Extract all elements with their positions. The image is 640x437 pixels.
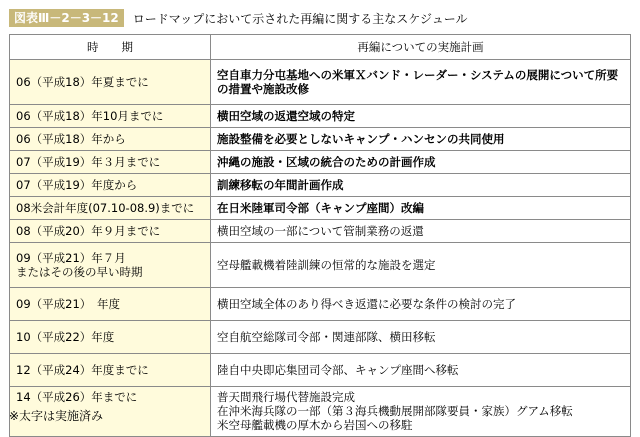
plan-cell: [211, 243, 631, 288]
period-cell: [10, 174, 211, 197]
table-row: [10, 354, 631, 387]
period-cell: [10, 321, 211, 354]
period-cell: [10, 243, 211, 288]
period-cell: [10, 354, 211, 387]
figure-title: ロードマップにおいて示された再編に関する主なスケジュール: [132, 11, 468, 26]
period-cell: [10, 60, 211, 105]
period-text: 07（平成19）年度から: [16, 178, 138, 192]
period-cell: [10, 288, 211, 321]
plan-text: 横田空域全体のあり得べき返還に必要な条件の検討の完了: [217, 297, 516, 311]
period-text: またはその後の早い時期: [16, 265, 143, 279]
plan-cell: [211, 128, 631, 151]
plan-cell: [211, 321, 631, 354]
plan-cell: [211, 288, 631, 321]
column-header-period: 時 期: [10, 35, 211, 60]
plan-cell: [211, 220, 631, 243]
period-text: 09（平成21）年７月: [16, 251, 126, 265]
period-cell: [10, 151, 211, 174]
table-row: [10, 288, 631, 321]
table-row: [10, 220, 631, 243]
plan-text: 沖縄の施設・区域の統合のための計画作成: [217, 155, 436, 169]
plan-text: 普天間飛行場代替施設完成: [217, 390, 355, 404]
table-row: [10, 151, 631, 174]
plan-cell: [211, 60, 631, 105]
plan-text: 施設整備を必要としないキャンプ・ハンセンの共同使用: [217, 132, 505, 146]
plan-cell: [211, 151, 631, 174]
plan-cell: [211, 354, 631, 387]
table-row: [10, 197, 631, 220]
period-text: 14（平成26）年までに: [16, 390, 138, 404]
plan-text: 横田空域の返還空域の特定: [217, 109, 355, 123]
period-cell: [10, 197, 211, 220]
plan-cell: [211, 105, 631, 128]
figure-header: [9, 8, 468, 28]
period-cell: [10, 220, 211, 243]
plan-text: 空母艦載機着陸訓練の恒常的な施設を選定: [217, 258, 436, 272]
period-text: 09（平成21） 年度: [16, 297, 121, 311]
period-text: 06（平成18）年夏までに: [16, 75, 149, 89]
plan-text: 訓練移転の年間計画作成: [217, 178, 344, 192]
plan-cell: [211, 174, 631, 197]
period-text: 08米会計年度(07.10-08.9)までに: [16, 201, 195, 215]
table-row: [10, 321, 631, 354]
period-text: 10（平成22）年度: [16, 330, 115, 344]
plan-text: 横田空域の一部について管制業務の返還: [217, 224, 424, 238]
period-text: 08（平成20）年９月までに: [16, 224, 161, 238]
period-cell: [10, 128, 211, 151]
plan-text: 在日米陸軍司令部（キャンプ座間）改編: [217, 201, 424, 215]
table-row: [10, 174, 631, 197]
figure-label: 図表Ⅲ－2－3－12: [9, 9, 124, 27]
table-row: [10, 60, 631, 105]
footnote: ※太字は実施済み: [9, 409, 104, 423]
column-header-plan: 再編についての実施計画: [211, 35, 631, 60]
table-row: [10, 128, 631, 151]
plan-text: 米空母艦載機の厚木から岩国への移駐: [217, 418, 413, 432]
plan-text: 陸自中央即応集団司令部、キャンプ座間へ移転: [217, 363, 459, 377]
table-row: [10, 243, 631, 288]
table-row: [10, 105, 631, 128]
plan-text: 空自車力分屯基地への米軍Ｘバンド・レーダー・システムの展開について所要の措置や施設改修: [217, 68, 619, 96]
period-text: 06（平成18）年から: [16, 132, 126, 146]
plan-text: 在沖米海兵隊の一部（第３海兵機動展開部隊要員・家族）グアム移転: [217, 404, 573, 418]
schedule-table: [9, 34, 631, 437]
period-text: 12（平成24）年度までに: [16, 363, 149, 377]
plan-cell: [211, 197, 631, 220]
period-text: 07（平成19）年３月までに: [16, 155, 161, 169]
period-text: 06（平成18）年10月までに: [16, 109, 164, 123]
plan-cell: [211, 387, 631, 437]
period-cell: [10, 105, 211, 128]
plan-text: 空自航空総隊司令部・関連部隊、横田移転: [217, 330, 436, 344]
